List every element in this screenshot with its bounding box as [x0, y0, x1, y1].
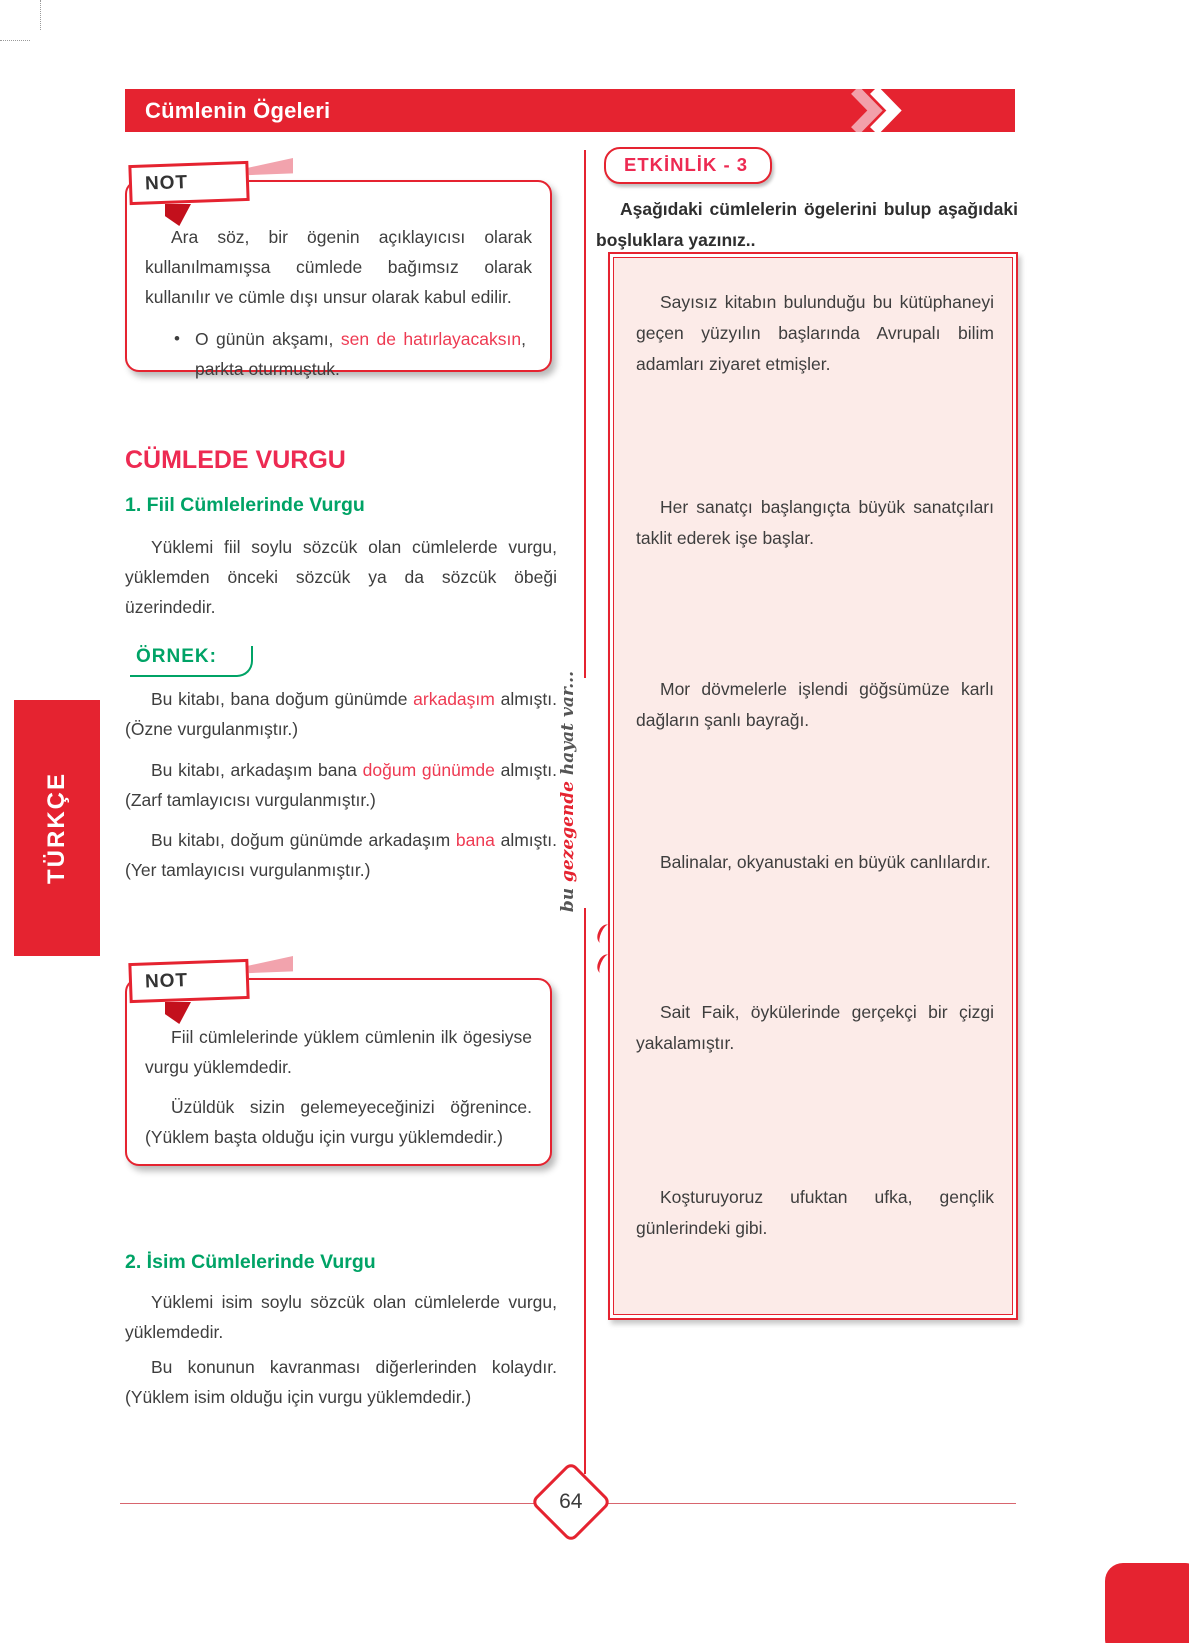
- section-title: CÜMLEDE VURGU: [125, 446, 346, 474]
- note-2-paragraph-1: Fiil cümlelerinde yüklem cümlenin ilk ögesiyse vurgu yüklemdedir.: [145, 1027, 532, 1077]
- subject-side-tab: [14, 700, 100, 956]
- page-number: 64: [559, 1489, 583, 1513]
- subsection-2-title: 2. İsim Cümlelerinde Vurgu: [125, 1251, 376, 1273]
- decorative-script-line: [558, 671, 578, 912]
- decorative-script-text: [546, 672, 590, 912]
- example-1-post: almıştı. (Özne vurgulanmıştır.): [125, 689, 557, 739]
- subsection-2-paragraph-2: Bu konunun kavranması diğerlerinden kolaydır. (Yüklem isim olduğu için vurgu yüklemdedir.): [125, 1357, 557, 1407]
- activity-answer-box: [608, 252, 1018, 1320]
- script-post: hayat var...: [558, 671, 578, 782]
- activity-sentence-4: Balinalar, okyanustaki en büyük canlılardır.: [660, 852, 991, 872]
- example-label: ÖRNEK:: [130, 646, 253, 677]
- column-divider-bottom: [584, 908, 586, 1474]
- subject-side-tab-label: TÜRKÇE: [43, 772, 70, 884]
- example-2-post: almıştı. (Zarf tamlayıcısı vurgulanmıştır.): [125, 760, 557, 810]
- corner-decoration: [1105, 1563, 1189, 1643]
- note-2-paragraph-2: Üzüldük sizin gelemeyeceğinizi öğrenince. (Yüklem başta olduğu için vurgu yüklemdedir.): [145, 1097, 532, 1147]
- example-sentence-3: [125, 825, 557, 885]
- activity-sentence-1: Sayısız kitabın bulunduğu bu kütüphaneyi geçen yüzyılın başlarında Avrupalı bilim adamları ziyaret etmişler.: [636, 292, 994, 374]
- example-1-highlight: arkadaşım: [413, 689, 495, 709]
- activity-sentence-6: Koşturuyoruz ufuktan ufka, gençlik günlerindeki gibi.: [636, 1187, 994, 1238]
- page-number-badge: [530, 1461, 612, 1543]
- note-box-1: [125, 172, 552, 379]
- example-3-highlight: bana: [455, 830, 495, 850]
- chevron-right-icon: [851, 89, 923, 132]
- note-1-bullet-item: [145, 324, 532, 384]
- note-1-bullet-text: [195, 324, 532, 384]
- activity-label: ETKİNLİK - 3: [604, 147, 772, 184]
- example-3-post: almıştı. (Yer tamlayıcısı vurgulanmıştır.): [125, 830, 557, 880]
- note-box-2: [125, 970, 552, 1166]
- subsection-2-paragraph-1: Yüklemi isim soylu sözcük olan cümlelerde vurgu, yüklemdedir.: [125, 1292, 557, 1342]
- bullet-text-post: , parkta oturmuştuk.: [195, 329, 526, 379]
- script-flourish-icon: [598, 924, 618, 980]
- example-2-highlight: doğum günümde: [362, 760, 495, 780]
- subsection-1-paragraph: Yüklemi fiil soylu sözcük olan cümlelerde vurgu, yüklemden önceki sözcük ya da sözcük öbeği üzerindedir.: [125, 537, 557, 617]
- bullet-text-pre: O günün akşamı,: [195, 329, 341, 349]
- example-2-pre: Bu kitabı, arkadaşım bana: [151, 760, 363, 780]
- activity-sentence-3: Mor dövmelerle işlendi göğsümüze karlı dağların şanlı bayrağı.: [636, 679, 994, 730]
- example-1-pre: Bu kitabı, bana doğum günümde: [151, 689, 414, 709]
- example-sentence-2: [125, 755, 557, 815]
- crop-mark-horizontal: [0, 40, 30, 41]
- activity-sentence-2: Her sanatçı başlangıçta büyük sanatçıları taklit ederek işe başlar.: [636, 497, 994, 548]
- activity-sentence-5: Sait Faik, öykülerinde gerçekçi bir çizgi yakalamıştır.: [636, 1002, 994, 1053]
- crop-mark-vertical: [40, 0, 41, 30]
- note-1-label: NOT: [128, 161, 249, 205]
- note-2-label: NOT: [128, 959, 249, 1003]
- subsection-1-title: 1. Fiil Cümlelerinde Vurgu: [125, 494, 365, 516]
- column-divider-top: [584, 150, 586, 678]
- example-sentence-1: [125, 684, 557, 744]
- script-highlight: gezegende: [558, 781, 578, 883]
- bullet-text-highlight: sen de hatırlayacaksın: [340, 329, 522, 349]
- page-title: Cümlenin Ögeleri: [145, 97, 331, 123]
- script-pre: bu: [558, 882, 578, 913]
- bullet-icon: •: [174, 329, 180, 348]
- page-header: [125, 89, 1015, 132]
- note-1-paragraph: Ara söz, bir ögenin açıklayıcısı olarak kullanılmamışsa cümlede bağımsız olarak kullanılır ve cümle dışı unsur olarak kabul edilir.: [145, 227, 532, 307]
- activity-instruction: Aşağıdaki cümlelerin ögelerini bulup aşağıdaki boşluklara yazınız..: [596, 199, 1018, 250]
- example-3-pre: Bu kitabı, doğum günümde arkadaşım: [151, 830, 456, 850]
- note-2-flag: [129, 954, 299, 1018]
- note-1-flag: [129, 156, 299, 220]
- note-flag-fold-icon: [165, 1002, 191, 1024]
